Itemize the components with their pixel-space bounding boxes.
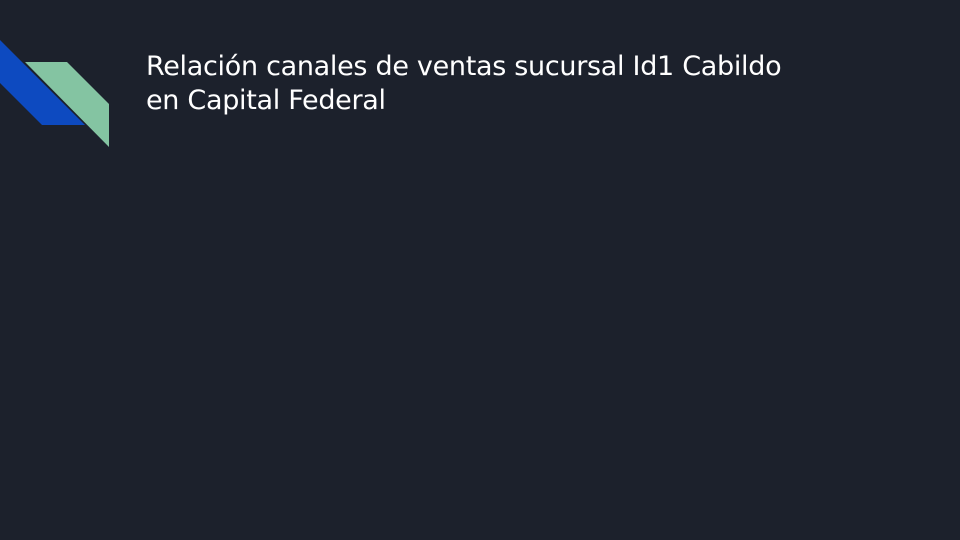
slide-title (146, 50, 906, 118)
slide-title-line-2: en Capital Federal (146, 85, 386, 116)
corner-accent-graphic (0, 0, 120, 160)
slide-title-line-1: Relación canales de ventas sucursal Id1 Cabildo (146, 51, 782, 82)
